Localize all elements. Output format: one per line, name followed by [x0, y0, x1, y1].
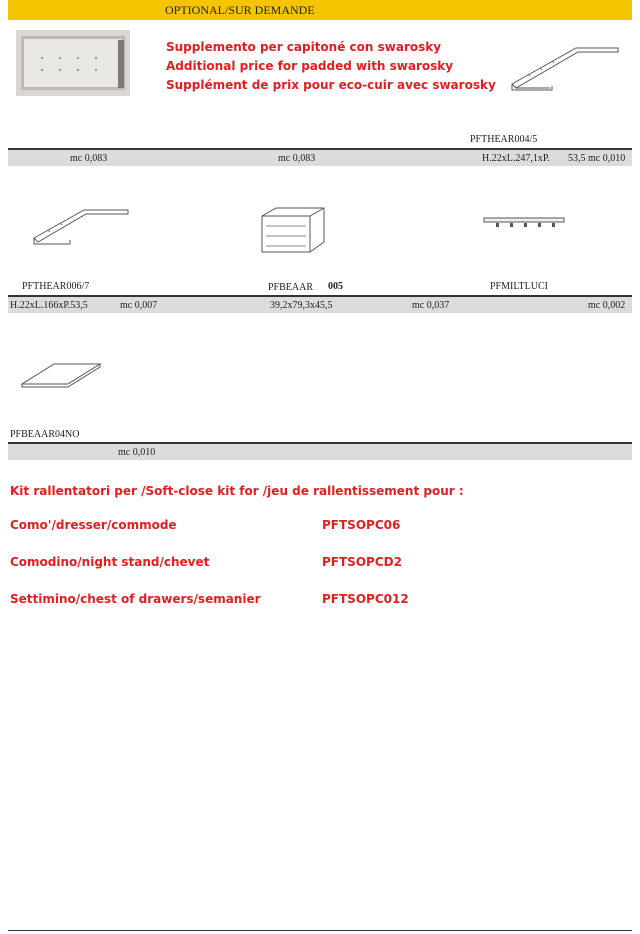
supplement-line-it: Supplemento per capitoné con swarosky [166, 40, 442, 54]
row1-cell-1: mc 0,083 [70, 153, 108, 164]
headboard-panel-small-icon [30, 206, 132, 246]
row3-band [8, 444, 632, 460]
supplement-line-en: Additional price for padded with swarosky [166, 59, 454, 73]
row1-cell-3: H.22xL.247,1xP. [482, 153, 550, 164]
optional-banner [8, 0, 632, 20]
row1-cell-2: mc 0,083 [278, 153, 316, 164]
row2-cell-4: mc 0,037 [412, 300, 450, 311]
row3-cell-1: mc 0,010 [118, 447, 156, 458]
code-pfthear004: PFTHEAR004/5 [470, 134, 538, 145]
shelf-board-icon [20, 360, 102, 392]
headboard-panel-icon [506, 44, 620, 96]
led-strip-icon [482, 216, 566, 230]
kit-item-code-2: PFTSOPCD2 [322, 555, 402, 569]
kit-item-code-1: PFTSOPC06 [322, 518, 401, 532]
kit-heading: Kit rallentatori per /Soft-close kit for /jeu de rallentissement pour : [10, 484, 464, 498]
supplement-line-fr: Supplément de prix pour eco-cuir avec swarosky [166, 78, 496, 92]
row2-cell-1: H.22xL.166xP.53,5 [10, 300, 88, 311]
code-pfbeaar: PFBEAAR [268, 282, 314, 293]
code-pfmiltluci: PFMILTLUCI [490, 281, 548, 292]
kit-item-code-3: PFTSOPC012 [322, 592, 409, 606]
kit-item-label-3: Settimino/chest of drawers/semanier [10, 592, 261, 606]
code-pfthear006: PFTHEAR006/7 [22, 281, 90, 292]
row2-cell-2: mc 0,007 [120, 300, 158, 311]
row2-cell-5: mc 0,002 [588, 300, 626, 311]
drawer-unit-icon [258, 206, 328, 254]
code-pfbeaar-suffix: 005 [328, 281, 343, 292]
footer-rule [8, 930, 632, 931]
kit-item-label-2: Comodino/night stand/chevet [10, 555, 210, 569]
kit-item-label-1: Como'/dresser/commode [10, 518, 177, 532]
headboard-photo-icon [16, 30, 130, 96]
row2-cell-3: 39,2x79,3x45,5 [270, 300, 333, 311]
code-pfbeaar04no: PFBEAAR04NO [10, 429, 80, 440]
banner-title: OPTIONAL/SUR DEMANDE [165, 3, 315, 17]
row1-cell-4: 53,5 mc 0,010 [568, 153, 626, 164]
